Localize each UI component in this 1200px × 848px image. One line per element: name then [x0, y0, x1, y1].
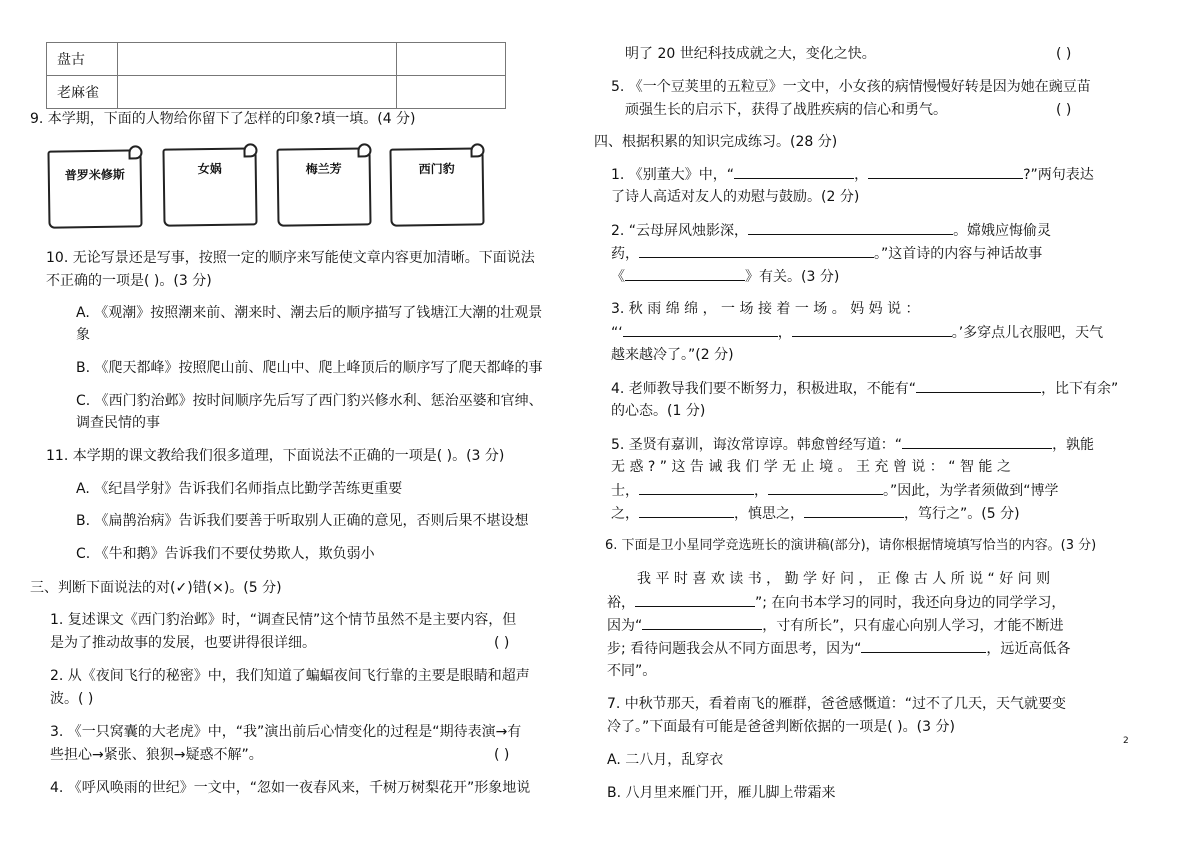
- judge-2-line2[interactable]: 波。( ): [50, 691, 94, 707]
- table-row: [47, 76, 506, 109]
- impression-card[interactable]: [47, 149, 142, 228]
- fill-6-line2: 裕， ”; 在向书本学习的同时，我还向身边的同学学习，: [607, 591, 1065, 614]
- fill-4-line2: 的心态。(1 分): [611, 403, 706, 419]
- option-a[interactable]: A. 二八月，乱穿衣: [607, 752, 724, 768]
- judge-1-line1: 1. 复述课文《西门豹治邺》时，“调查民情”这个情节虽然不是主要内容，但: [50, 612, 517, 628]
- question-10-line1: 10. 无论写景还是写事，按照一定的顺序来写能使文章内容更加清晰。下面说法: [46, 250, 535, 266]
- fill-1-line1: 1. 《别董大》中，“ ， ?”两句表达: [611, 163, 1094, 186]
- impression-card[interactable]: [389, 147, 484, 226]
- pin-icon: [357, 143, 371, 157]
- table-cell-name: 盘古: [47, 43, 118, 76]
- table-cell-blank[interactable]: [118, 76, 397, 109]
- option-b[interactable]: B. 《扁鹊治病》告诉我们要善于听取别人正确的意见，否则后果不堪设想: [76, 513, 529, 529]
- option-c[interactable]: C. 《牛和鹅》告诉我们不要仗势欺人，欺负弱小: [76, 546, 375, 562]
- page-number: 2: [1123, 736, 1129, 746]
- answer-blank[interactable]: [804, 502, 904, 518]
- answer-blank[interactable]: [639, 479, 754, 495]
- fill-2-line2: 药， 。”这首诗的内容与神话故事: [611, 242, 1042, 265]
- judge-5-line2: 顽强生长的启示下，获得了战胜疾病的信心和勇气。: [625, 102, 947, 118]
- question-7-line1: 7. 中秋节那天，看着南飞的雁群，爸爸感慨道：“过不了几天，天气就要变: [607, 696, 1067, 712]
- judge-3-line1: 3. 《一只窝囊的大老虎》中，“我”演出前后心情变化的过程是“期待表演→有: [50, 724, 522, 740]
- answer-parens[interactable]: ( ): [1056, 46, 1072, 62]
- question-9: 9. 本学期，下面的人物给你留下了怎样的印象?填一填。(4 分): [30, 111, 416, 127]
- answer-parens[interactable]: ( ): [494, 747, 510, 763]
- impression-card[interactable]: [162, 147, 257, 226]
- fill-6-prompt: 6. 下面是卫小星同学竞选班长的演讲稿(部分)，请你根据情境填写恰当的内容。(3 分): [605, 538, 1097, 553]
- fill-3-line1: 3. 秋 雨 绵 绵 ， 一 场 接 着 一 场 。 妈 妈 说 ：: [611, 301, 920, 317]
- fill-5-line3: 士， ， 。”因此，为学者须做到“博学: [611, 479, 1059, 502]
- answer-parens[interactable]: ( ): [494, 635, 510, 651]
- section-4-heading: 四、根据积累的知识完成练习。(28 分): [594, 134, 838, 150]
- fill-6-line3: 因为“ ，寸有所长”，只有虚心向别人学习，才能不断进: [607, 614, 1064, 637]
- fill-6-line1: 我 平 时 喜 欢 读 书 ， 勤 学 好 问 ， 正 像 古 人 所 说 “ 好 问 则: [637, 571, 1051, 587]
- fill-3-line2: “‘ ， 。’多穿点儿衣服吧，天气: [611, 321, 1103, 344]
- pin-icon: [128, 145, 142, 159]
- pin-icon: [470, 143, 484, 157]
- card-label: 梅兰芳: [305, 161, 342, 177]
- table-cell-name: 老麻雀: [47, 76, 118, 109]
- table-cell-blank[interactable]: [118, 43, 397, 76]
- answer-blank[interactable]: [639, 502, 734, 518]
- fill-2-line1: 2. “云母屏风烛影深， 。嫦娥应悔偷灵: [611, 219, 1051, 242]
- card-label: 女娲: [197, 161, 222, 177]
- table-row: [47, 43, 506, 76]
- option-c-cont: 调查民情的事: [76, 415, 160, 431]
- card-label: 普罗米修斯: [64, 167, 125, 183]
- judge-4-line2: 明了 20 世纪科技成就之大，变化之快。: [625, 46, 876, 62]
- question-7-line2: 冷了。”下面最有可能是爸爸判断依据的一项是( )。(3 分): [607, 719, 955, 735]
- fill-3-line3: 越来越冷了。”(2 分): [611, 347, 734, 363]
- fill-2-line3: 《 》有关。(3 分): [611, 265, 839, 288]
- answer-blank[interactable]: [734, 163, 854, 179]
- fill-1-line2: 了诗人高适对友人的劝慰与鼓励。(2 分): [611, 189, 860, 205]
- fill-5-line1: 5. 圣贤有嘉训，诲汝常谆谆。韩愈曾经写道：“ ，孰能: [611, 433, 1094, 456]
- answer-blank[interactable]: [916, 377, 1041, 393]
- judge-2-line1: 2. 从《夜间飞行的秘密》中，我们知道了蝙蝠夜间飞行靠的主要是眼睛和超声: [50, 668, 530, 684]
- option-c[interactable]: C. 《西门豹治邺》按时间顺序先后写了西门豹兴修水利、惩治巫婆和官绅、: [76, 393, 543, 409]
- card-label: 西门豹: [418, 161, 455, 177]
- answer-blank[interactable]: [639, 242, 874, 258]
- character-table: [46, 42, 506, 109]
- table-cell-blank[interactable]: [397, 76, 506, 109]
- answer-parens[interactable]: ( ): [1056, 102, 1072, 118]
- answer-blank[interactable]: [623, 321, 778, 337]
- option-b[interactable]: B. 《爬天都峰》按照爬山前、爬山中、爬上峰顶后的顺序写了爬天都峰的事: [76, 360, 543, 376]
- judge-3-line2: 些担心→紧张、狼狈→疑惑不解”。: [50, 747, 263, 763]
- fill-5-line4: 之， ，慎思之， ，笃行之”。(5 分): [611, 502, 1020, 525]
- judge-1-line2: 是为了推动故事的发展，也要讲得很详细。: [50, 635, 316, 651]
- judge-4-line1: 4. 《呼风唤雨的世纪》一文中，“忽如一夜春风来，千树万树梨花开”形象地说: [50, 780, 531, 796]
- option-a[interactable]: A. 《观潮》按照潮来前、潮来时、潮去后的顺序描写了钱塘江大潮的壮观景: [76, 305, 543, 321]
- answer-blank[interactable]: [768, 479, 883, 495]
- answer-blank[interactable]: [748, 219, 953, 235]
- section-3-heading: 三、判断下面说法的对(✓)错(×)。(5 分): [30, 580, 282, 596]
- answer-blank[interactable]: [642, 614, 762, 630]
- question-11: 11. 本学期的课文教给我们很多道理，下面说法不正确的一项是( )。(3 分): [46, 448, 505, 464]
- fill-4-line1: 4. 老师教导我们要不断努力，积极进取，不能有“ ，比下有余”: [611, 377, 1118, 400]
- option-a-cont: 象: [76, 327, 90, 343]
- answer-blank[interactable]: [792, 321, 952, 337]
- pin-icon: [243, 143, 257, 157]
- option-b[interactable]: B. 八月里来雁门开，雁儿脚上带霜来: [607, 785, 836, 801]
- answer-blank[interactable]: [868, 163, 1023, 179]
- answer-blank[interactable]: [625, 265, 745, 281]
- fill-6-line4: 步; 看待问题我会从不同方面思考，因为“ ，远近高低各: [607, 637, 1070, 660]
- answer-blank[interactable]: [635, 591, 755, 607]
- impression-card[interactable]: [276, 147, 371, 226]
- judge-5-line1: 5. 《一个豆荚里的五粒豆》一文中，小女孩的病情慢慢好转是因为她在豌豆苗: [611, 79, 1091, 95]
- fill-6-line5: 不同”。: [607, 663, 657, 679]
- answer-blank[interactable]: [902, 433, 1052, 449]
- answer-blank[interactable]: [861, 637, 986, 653]
- question-10-line2: 不正确的一项是( )。(3 分): [46, 273, 212, 289]
- option-a[interactable]: A. 《纪昌学射》告诉我们名师指点比勤学苦练更重要: [76, 481, 403, 497]
- fill-5-line2: 无 惑 ? ” 这 告 诫 我 们 学 无 止 境 。 王 充 曾 说 ： “ 智 能 之: [611, 459, 1011, 475]
- table-cell-blank[interactable]: [397, 43, 506, 76]
